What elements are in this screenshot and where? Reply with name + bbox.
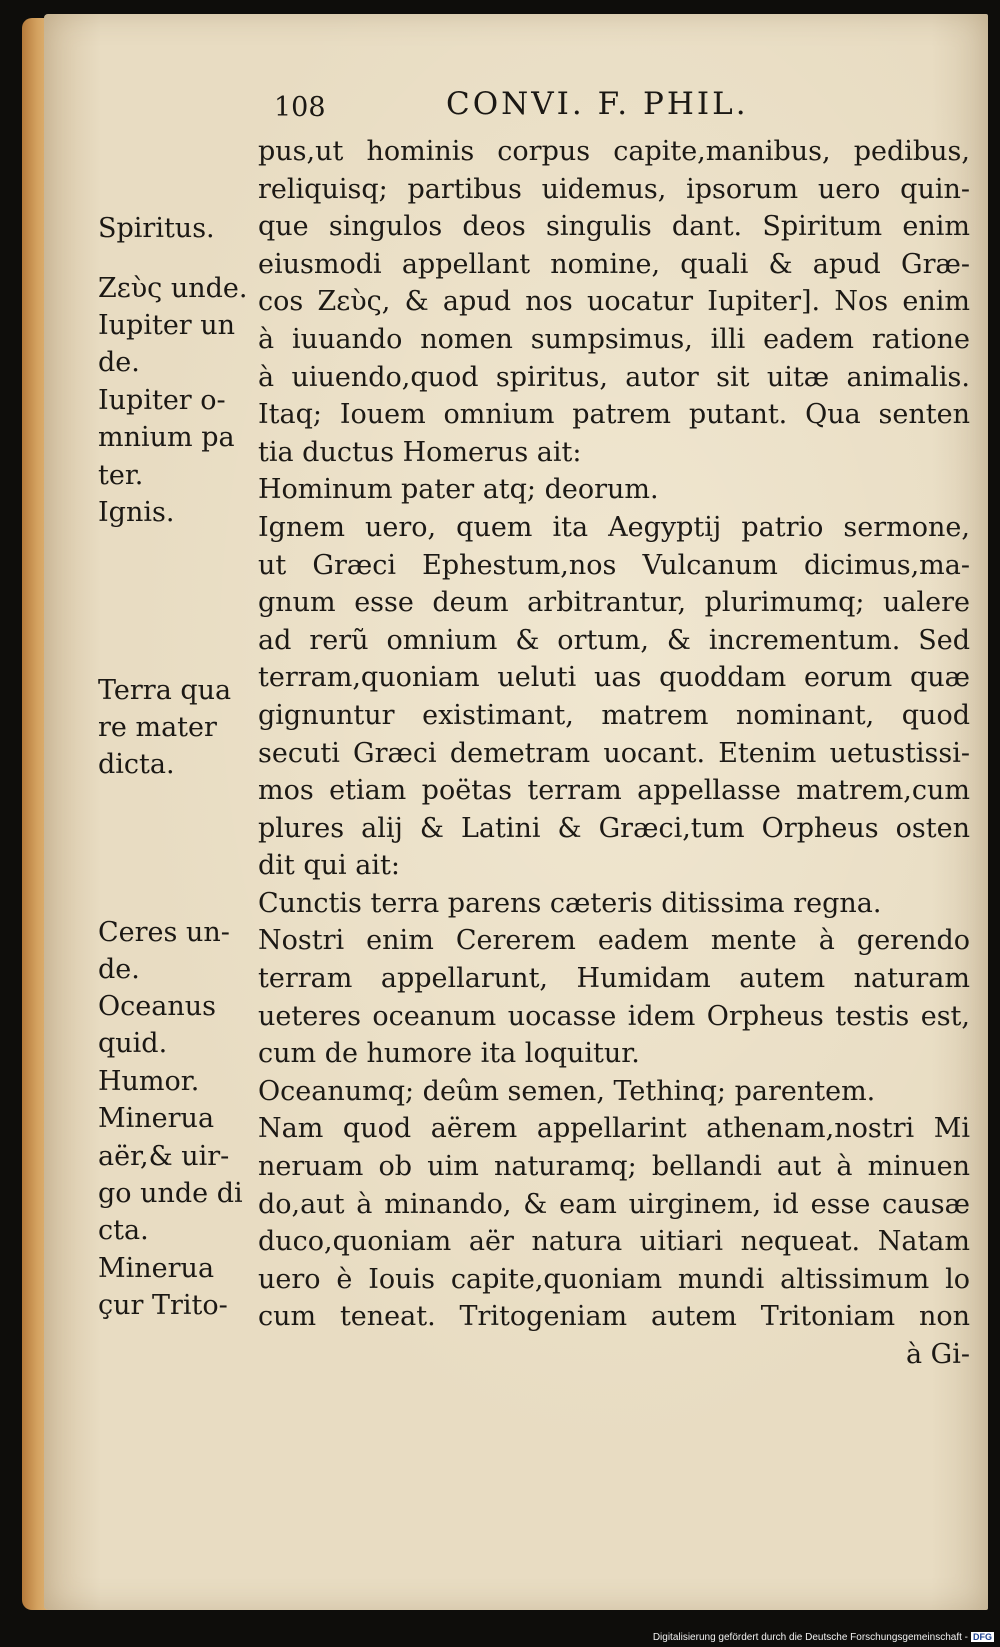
text-line: uero è Iouis capite,quoniam mundi altissimum lo	[258, 1263, 970, 1295]
margin-note: Terra qua	[98, 675, 232, 706]
body-text	[258, 133, 970, 1374]
text-line: cum teneat. Tritogeniam autem Tritoniam non	[258, 1301, 970, 1333]
margin-note: Oceanus	[98, 991, 216, 1022]
text-line: neruam ob uim naturamq; bellandi aut à minuen	[258, 1151, 970, 1183]
catchword: à Gi-	[905, 1339, 970, 1370]
text-line: gnum esse deum arbitrantur, plurimumq; ualere	[258, 587, 970, 619]
text-line: Ignem uero, quem ita Aegyptij patrio sermone,	[258, 511, 970, 543]
footer-text: Digitalisierung gefördert durch die Deutsche Forschungsgemeinschaft -	[652, 1632, 968, 1643]
margin-note: Humor.	[98, 1066, 200, 1097]
margin-note: Spiritus.	[98, 213, 215, 244]
text-line: gignuntur existimant, matrem nominant, quod	[258, 699, 970, 731]
text-line: reliquisq; partibus uidemus, ipsorum uero quin-	[258, 173, 970, 205]
text-line: ueteres oceanum uocasse idem Orpheus testis est,	[258, 1000, 970, 1032]
text-line: Oceanumq; deûm semen, Tethinq; parentem.	[258, 1075, 876, 1107]
margin-note: de.	[98, 954, 140, 985]
text-line: à uiuendo,quod spiritus, autor sit uitæ animalis.	[258, 361, 970, 393]
text-line: plures alij & Latini & Græci,tum Orpheus osten	[258, 812, 970, 844]
margin-note: Ζεὺς unde.	[98, 273, 248, 304]
margin-note: Iupiter o-	[98, 385, 226, 416]
text-line: Hominum pater atq; deorum.	[258, 474, 659, 506]
text-line: Nam quod aërem appellarint athenam,nostri Mi	[258, 1113, 970, 1145]
text-line: duco,quoniam aër natura uitiari nequeat. Natam	[258, 1226, 970, 1258]
text-line: eiusmodi appellant nomine, quali & apud Græ-	[258, 248, 970, 280]
margin-note: çur Trito-	[98, 1290, 228, 1321]
text-line: do,aut à minando, & eam uirginem, id esse causæ	[258, 1188, 970, 1220]
text-line: ad rerũ omnium & ortum, & incrementum. Sed	[258, 624, 970, 656]
margin-note: Iupiter un	[98, 310, 236, 341]
margin-note: Minerua	[98, 1253, 215, 1284]
margin-note: quid.	[98, 1028, 168, 1059]
margin-note: cta.	[98, 1215, 149, 1246]
text-line: que singulos deos singulis dant. Spiritum enim	[258, 211, 970, 243]
text-line: Nostri enim Cererem eadem mente à gerendo	[258, 925, 970, 957]
margin-note: go unde di	[98, 1178, 243, 1209]
margin-note: aër,& uir-	[98, 1141, 230, 1172]
text-line: Itaq; Iouem omnium patrem putant. Qua senten	[258, 399, 970, 431]
text-line: dit qui ait:	[258, 850, 400, 882]
text-line: terram appellarunt, Humidam autem naturam	[258, 963, 970, 995]
dfg-logo: DFG	[973, 1632, 992, 1642]
margin-note: Minerua	[98, 1103, 215, 1134]
text-line: ut Græci Ephestum,nos Vulcanum dicimus,ma-	[258, 549, 970, 581]
margin-note: de.	[98, 347, 140, 378]
text-line: cum de humore ita loquitur.	[258, 1038, 640, 1070]
page-number: 108	[274, 92, 326, 123]
margin-note: Ceres un-	[98, 917, 230, 948]
text-line: Cunctis terra parens cæteris ditissima regna.	[258, 887, 882, 919]
running-title: CONVI. F. PHIL.	[446, 86, 749, 122]
text-line: à iuuando nomen sumpsimus, illi eadem ratione	[258, 323, 970, 355]
margin-note: dicta.	[98, 749, 175, 780]
text-line: tia ductus Homerus ait:	[258, 436, 582, 468]
margin-note: re mater	[98, 712, 217, 743]
text-line: secuti Græci demetram uocant. Etenim uetustissi-	[258, 737, 970, 769]
text-line: cos Ζεὺς, & apud nos uocatur Iupiter]. Nos enim	[258, 286, 970, 318]
margin-note: mnium pa	[98, 422, 235, 453]
text-line: terram,quoniam ueluti uas quoddam eorum quæ	[258, 662, 970, 694]
text-line: mos etiam poëtas terram appellasse matrem,cum	[258, 775, 970, 807]
digitization-footer	[653, 1632, 994, 1643]
margin-note: Ignis.	[98, 497, 175, 528]
text-line: pus,ut hominis corpus capite,manibus, pedibus,	[258, 136, 970, 167]
margin-note: ter.	[98, 460, 144, 491]
